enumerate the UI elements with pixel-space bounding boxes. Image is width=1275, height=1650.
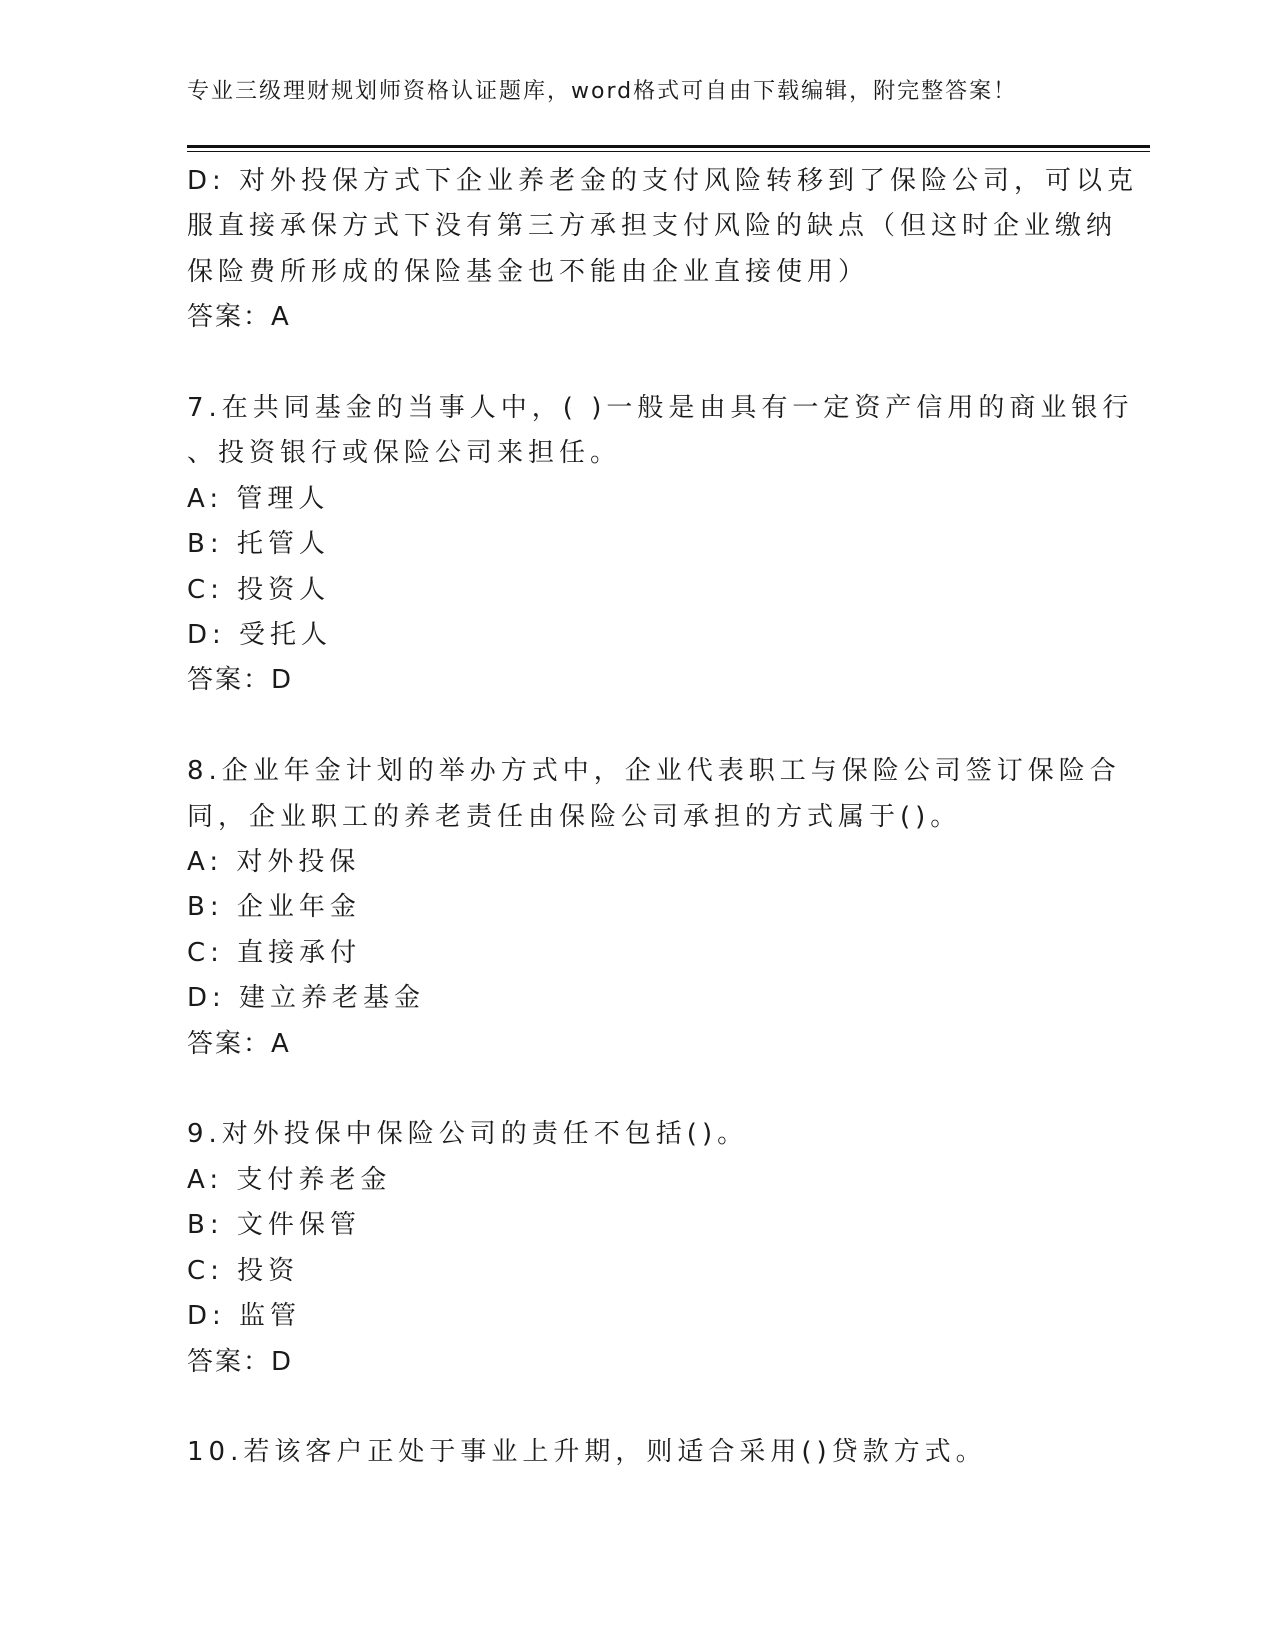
answer-line: 答案：D (187, 1346, 294, 1377)
option-d: D: 受托人 (187, 620, 333, 651)
option-d: D: 监管 (187, 1301, 302, 1332)
question-text: 8.企业年金计划的举办方式中，企业代表职工与保险公司签订保险合 (187, 756, 1121, 787)
spacer (187, 704, 1087, 749)
option-d-line: 保险费所形成的保险基金也不能由企业直接使用） (187, 256, 870, 287)
option-b: B: 企业年金 (187, 892, 361, 923)
question-7 (187, 386, 1134, 704)
option-a: A: 对外投保 (187, 847, 361, 878)
page-header: 专业三级理财规划师资格认证题库，word格式可自由下载编辑，附完整答案！ (187, 79, 1018, 104)
spacer (187, 1067, 1087, 1112)
answer-line: 答案：A (187, 1028, 291, 1059)
question-text: 、投资银行或保险公司来担任。 (187, 438, 622, 469)
option-c: C: 投资 (187, 1255, 300, 1286)
option-a: A: 管理人 (187, 483, 330, 514)
answer-line: 答案：D (187, 665, 294, 696)
option-b: B: 托管人 (187, 529, 330, 560)
question-text: 同，企业职工的养老责任由保险公司承担的方式属于()。 (187, 801, 962, 832)
header-rule-thick (187, 145, 1150, 148)
option-c: C: 直接承付 (187, 937, 362, 968)
header-rule-thin (187, 151, 1150, 152)
option-a: A: 支付养老金 (187, 1164, 392, 1195)
document-body (187, 159, 1139, 1476)
option-c: C: 投资人 (187, 574, 331, 605)
option-d: D: 建立养老基金 (187, 983, 426, 1014)
spacer (187, 1385, 1087, 1430)
option-b: B: 文件保管 (187, 1210, 361, 1241)
question-8 (187, 749, 1121, 1067)
option-d-line: 服直接承保方式下没有第三方承担支付风险的缺点（但这时企业缴纳 (187, 211, 1118, 242)
spacer (187, 341, 1087, 386)
question-10 (187, 1430, 1087, 1475)
question-9 (187, 1112, 1087, 1384)
option-d-line: D: 对外投保方式下企业养老金的支付风险转移到了保险公司，可以克 (187, 166, 1139, 196)
question-6-continuation (187, 159, 1139, 341)
question-text: 10.若该客户正处于事业上升期，则适合采用()贷款方式。 (187, 1437, 987, 1468)
question-text: 7.在共同基金的当事人中，( )一般是由具有一定资产信用的商业银行 (187, 393, 1134, 424)
question-text: 9.对外投保中保险公司的责任不包括()。 (187, 1119, 749, 1150)
answer-line: 答案：A (187, 302, 291, 333)
